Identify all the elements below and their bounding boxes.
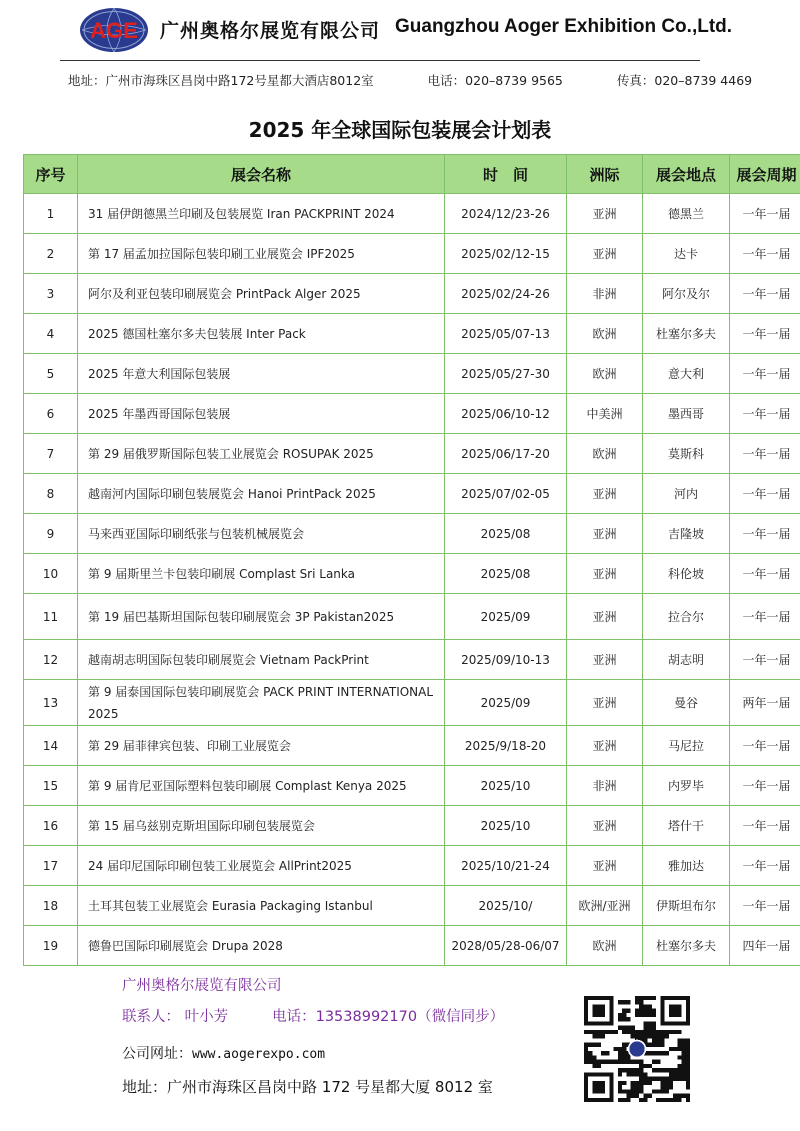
cell-cycle: 四年一届 bbox=[730, 926, 800, 966]
cell-date: 2025/02/24-26 bbox=[445, 274, 567, 314]
table-row bbox=[24, 394, 800, 434]
footer-contact-person: 联系人： 叶小芳 bbox=[122, 1009, 229, 1025]
table-row bbox=[24, 194, 800, 234]
table-row bbox=[24, 474, 800, 514]
cell-date: 2025/05/27-30 bbox=[445, 354, 567, 394]
table-row bbox=[24, 846, 800, 886]
cell-cycle: 一年一届 bbox=[730, 474, 800, 514]
footer-contact-line bbox=[122, 1005, 504, 1026]
table-row bbox=[24, 274, 800, 314]
cell-city: 曼谷 bbox=[643, 680, 730, 726]
cell-city: 塔什干 bbox=[643, 806, 730, 846]
cell-region: 非洲 bbox=[567, 766, 643, 806]
cell-city: 科伦坡 bbox=[643, 554, 730, 594]
table-row bbox=[24, 234, 800, 274]
cell-name: 土耳其包装工业展览会 Eurasia Packaging Istanbul bbox=[78, 886, 445, 926]
cell-city: 意大利 bbox=[643, 354, 730, 394]
cell-city: 内罗毕 bbox=[643, 766, 730, 806]
table-row bbox=[24, 554, 800, 594]
cell-cycle: 一年一届 bbox=[730, 394, 800, 434]
table-row bbox=[24, 434, 800, 474]
cell-cycle: 一年一届 bbox=[730, 886, 800, 926]
letterhead bbox=[0, 0, 800, 100]
cell-cycle: 一年一届 bbox=[730, 274, 800, 314]
header-divider bbox=[60, 60, 700, 61]
cell-date: 2025/08 bbox=[445, 554, 567, 594]
cell-city: 河内 bbox=[643, 474, 730, 514]
cell-region: 亚洲 bbox=[567, 594, 643, 640]
cell-region: 欧洲 bbox=[567, 354, 643, 394]
cell-no: 15 bbox=[24, 766, 78, 806]
cell-region: 欧洲 bbox=[567, 434, 643, 474]
cell-name: 第 15 届乌兹别克斯坦国际印刷包装展览会 bbox=[78, 806, 445, 846]
cell-name: 第 29 届俄罗斯国际包装工业展览会 ROSUPAK 2025 bbox=[78, 434, 445, 474]
header-address: 地址：广州市海珠区昌岗中路172号星都大酒店8012室 bbox=[68, 73, 374, 88]
table-row bbox=[24, 680, 800, 726]
header-date: 时 间 bbox=[445, 155, 567, 194]
cell-name: 越南河内国际印刷包装展览会 Hanoi PrintPack 2025 bbox=[78, 474, 445, 514]
cell-region: 亚洲 bbox=[567, 640, 643, 680]
cell-name: 2025 德国杜塞尔多夫包装展 Inter Pack bbox=[78, 314, 445, 354]
footer-website-label: 公司网址： bbox=[122, 1046, 192, 1062]
cell-date: 2025/09 bbox=[445, 680, 567, 726]
cell-region: 亚洲 bbox=[567, 234, 643, 274]
cell-name: 第 9 届肯尼亚国际塑料包装印刷展 Complast Kenya 2025 bbox=[78, 766, 445, 806]
cell-city: 墨西哥 bbox=[643, 394, 730, 434]
cell-date: 2025/02/12-15 bbox=[445, 234, 567, 274]
header-cycle: 展会周期 bbox=[730, 155, 800, 194]
cell-region: 亚洲 bbox=[567, 806, 643, 846]
cell-region: 欧洲 bbox=[567, 314, 643, 354]
cell-date: 2025/05/07-13 bbox=[445, 314, 567, 354]
cell-date: 2028/05/28-06/07 bbox=[445, 926, 567, 966]
cell-no: 1 bbox=[24, 194, 78, 234]
cell-date: 2025/06/10-12 bbox=[445, 394, 567, 434]
cell-region: 亚洲 bbox=[567, 726, 643, 766]
table-row bbox=[24, 314, 800, 354]
exhibition-schedule-table bbox=[23, 154, 800, 966]
cell-name: 2025 年意大利国际包装展 bbox=[78, 354, 445, 394]
footer-company: 广州奥格尔展览有限公司 bbox=[122, 978, 282, 994]
cell-cycle: 一年一届 bbox=[730, 806, 800, 846]
cell-date: 2025/09/10-13 bbox=[445, 640, 567, 680]
page-title: 2025 年全球国际包装展会计划表 bbox=[248, 118, 552, 142]
cell-cycle: 一年一届 bbox=[730, 554, 800, 594]
cell-date: 2025/9/18-20 bbox=[445, 726, 567, 766]
company-name-cn: 广州奥格尔展览有限公司 bbox=[160, 20, 381, 42]
cell-no: 6 bbox=[24, 394, 78, 434]
cell-city: 杜塞尔多夫 bbox=[643, 926, 730, 966]
cell-cycle: 一年一届 bbox=[730, 726, 800, 766]
cell-name: 马来西亚国际印刷纸张与包装机械展览会 bbox=[78, 514, 445, 554]
footer-address: 地址：广州市海珠区昌岗中路 172 号星都大厦 8012 室 bbox=[122, 1078, 493, 1096]
cell-no: 2 bbox=[24, 234, 78, 274]
cell-city: 胡志明 bbox=[643, 640, 730, 680]
cell-name: 第 29 届菲律宾包装、印刷工业展览会 bbox=[78, 726, 445, 766]
header-city: 展会地点 bbox=[643, 155, 730, 194]
cell-region: 亚洲 bbox=[567, 194, 643, 234]
cell-city: 达卡 bbox=[643, 234, 730, 274]
cell-city: 德黑兰 bbox=[643, 194, 730, 234]
cell-no: 3 bbox=[24, 274, 78, 314]
cell-cycle: 一年一届 bbox=[730, 194, 800, 234]
table-row bbox=[24, 726, 800, 766]
cell-region: 欧洲/亚洲 bbox=[567, 886, 643, 926]
cell-no: 16 bbox=[24, 806, 78, 846]
cell-no: 4 bbox=[24, 314, 78, 354]
cell-date: 2025/08 bbox=[445, 514, 567, 554]
cell-date: 2025/07/02-05 bbox=[445, 474, 567, 514]
cell-cycle: 一年一届 bbox=[730, 846, 800, 886]
cell-no: 9 bbox=[24, 514, 78, 554]
cell-region: 亚洲 bbox=[567, 474, 643, 514]
footer-website-link[interactable]: www.aogerexpo.com bbox=[192, 1047, 326, 1062]
cell-city: 马尼拉 bbox=[643, 726, 730, 766]
table-row bbox=[24, 806, 800, 846]
cell-region: 亚洲 bbox=[567, 680, 643, 726]
cell-name: 第 17 届孟加拉国际包装印刷工业展览会 IPF2025 bbox=[78, 234, 445, 274]
cell-region: 亚洲 bbox=[567, 846, 643, 886]
cell-no: 10 bbox=[24, 554, 78, 594]
cell-no: 8 bbox=[24, 474, 78, 514]
cell-date: 2025/10/ bbox=[445, 886, 567, 926]
cell-city: 伊斯坦布尔 bbox=[643, 886, 730, 926]
cell-date: 2025/06/17-20 bbox=[445, 434, 567, 474]
header-name: 展会名称 bbox=[78, 155, 445, 194]
cell-no: 19 bbox=[24, 926, 78, 966]
cell-cycle: 一年一届 bbox=[730, 640, 800, 680]
table-row bbox=[24, 354, 800, 394]
cell-city: 阿尔及尔 bbox=[643, 274, 730, 314]
cell-no: 18 bbox=[24, 886, 78, 926]
cell-date: 2025/10 bbox=[445, 806, 567, 846]
header-fax: 传真：020–8739 4469 bbox=[616, 73, 753, 88]
table-row bbox=[24, 766, 800, 806]
cell-cycle: 一年一届 bbox=[730, 766, 800, 806]
cell-date: 2025/09 bbox=[445, 594, 567, 640]
cell-no: 7 bbox=[24, 434, 78, 474]
cell-city: 雅加达 bbox=[643, 846, 730, 886]
cell-no: 13 bbox=[24, 680, 78, 726]
cell-region: 亚洲 bbox=[567, 554, 643, 594]
cell-name: 31 届伊朗德黑兰印刷及包装展览 Iran PACKPRINT 2024 bbox=[78, 194, 445, 234]
cell-cycle: 一年一届 bbox=[730, 514, 800, 554]
company-logo bbox=[78, 6, 150, 54]
cell-date: 2024/12/23-26 bbox=[445, 194, 567, 234]
cell-region: 亚洲 bbox=[567, 514, 643, 554]
cell-no: 17 bbox=[24, 846, 78, 886]
table-header-row bbox=[24, 155, 800, 194]
cell-name: 第 19 届巴基斯坦国际包装印刷展览会 3P Pakistan2025 bbox=[78, 594, 445, 640]
cell-no: 5 bbox=[24, 354, 78, 394]
cell-cycle: 一年一届 bbox=[730, 434, 800, 474]
cell-cycle: 一年一届 bbox=[730, 594, 800, 640]
table-row bbox=[24, 926, 800, 966]
cell-name: 24 届印尼国际印刷包装工业展览会 AllPrint2025 bbox=[78, 846, 445, 886]
cell-no: 12 bbox=[24, 640, 78, 680]
footer-website-line bbox=[122, 1043, 325, 1063]
header-phone: 电话：020–8739 9565 bbox=[427, 73, 563, 88]
cell-cycle: 一年一届 bbox=[730, 354, 800, 394]
cell-name: 德鲁巴国际印刷展览会 Drupa 2028 bbox=[78, 926, 445, 966]
logo-text: AGE bbox=[90, 18, 138, 43]
company-name-en: Guangzhou Aoger Exhibition Co.,Ltd. bbox=[395, 16, 733, 37]
cell-date: 2025/10 bbox=[445, 766, 567, 806]
header-no: 序号 bbox=[24, 155, 78, 194]
cell-cycle: 两年一届 bbox=[730, 680, 800, 726]
cell-cycle: 一年一届 bbox=[730, 234, 800, 274]
cell-no: 14 bbox=[24, 726, 78, 766]
cell-region: 非洲 bbox=[567, 274, 643, 314]
table-row bbox=[24, 514, 800, 554]
qr-logo-icon bbox=[629, 1041, 644, 1056]
cell-cycle: 一年一届 bbox=[730, 314, 800, 354]
table-row bbox=[24, 594, 800, 640]
table-row bbox=[24, 640, 800, 680]
cell-date: 2025/10/21-24 bbox=[445, 846, 567, 886]
cell-city: 莫斯科 bbox=[643, 434, 730, 474]
cell-city: 拉合尔 bbox=[643, 594, 730, 640]
cell-city: 吉隆坡 bbox=[643, 514, 730, 554]
cell-city: 杜塞尔多夫 bbox=[643, 314, 730, 354]
footer-phone: 电话：13538992170（微信同步） bbox=[272, 1009, 505, 1025]
cell-name: 越南胡志明国际包装印刷展览会 Vietnam PackPrint bbox=[78, 640, 445, 680]
cell-name: 阿尔及利亚包装印刷展览会 PrintPack Alger 2025 bbox=[78, 274, 445, 314]
cell-no: 11 bbox=[24, 594, 78, 640]
cell-region: 欧洲 bbox=[567, 926, 643, 966]
cell-region: 中美洲 bbox=[567, 394, 643, 434]
header-region: 洲际 bbox=[567, 155, 643, 194]
table-row bbox=[24, 886, 800, 926]
wechat-qr-code bbox=[584, 996, 690, 1102]
cell-name: 第 9 届斯里兰卡包装印刷展 Complast Sri Lanka bbox=[78, 554, 445, 594]
header-contact-line bbox=[68, 71, 760, 89]
cell-name: 第 9 届泰国国际包装印刷展览会 PACK PRINT INTERNATIONAL 2025 bbox=[78, 680, 445, 726]
cell-name: 2025 年墨西哥国际包装展 bbox=[78, 394, 445, 434]
